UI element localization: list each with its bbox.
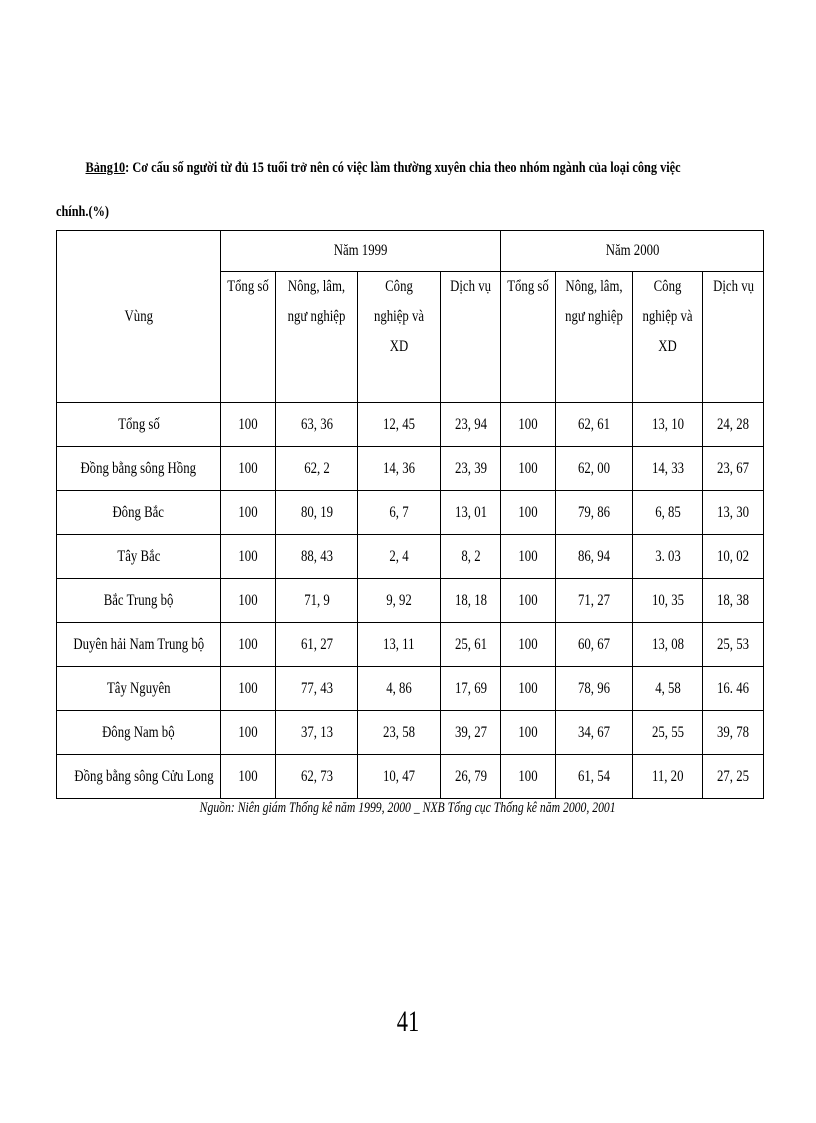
value-cell: 78, 96 bbox=[556, 667, 633, 711]
value-cell: 37, 13 bbox=[276, 711, 358, 755]
employment-structure-table bbox=[56, 230, 764, 799]
value-cell: 86, 94 bbox=[556, 535, 633, 579]
value-cell: 100 bbox=[221, 535, 276, 579]
value-cell: 23, 94 bbox=[441, 403, 501, 447]
value-cell: 100 bbox=[221, 711, 276, 755]
value-cell: 100 bbox=[501, 667, 556, 711]
value-cell: 18, 38 bbox=[703, 579, 764, 623]
value-cell: 23, 39 bbox=[441, 447, 501, 491]
region-header: Vùng bbox=[57, 231, 221, 403]
table-row bbox=[57, 667, 764, 711]
region-cell: Tổng số bbox=[57, 403, 221, 447]
table-row bbox=[57, 623, 764, 667]
value-cell: 79, 86 bbox=[556, 491, 633, 535]
table-row bbox=[57, 447, 764, 491]
year-header-2000: Năm 2000 bbox=[501, 231, 764, 272]
value-cell: 6, 7 bbox=[358, 491, 441, 535]
table-row bbox=[57, 711, 764, 755]
value-cell: 24, 28 bbox=[703, 403, 764, 447]
value-cell: 100 bbox=[501, 579, 556, 623]
value-cell: 100 bbox=[501, 535, 556, 579]
subheader-1999-services: Dịch vụ bbox=[441, 272, 501, 403]
value-cell: 13, 30 bbox=[703, 491, 764, 535]
value-cell: 100 bbox=[501, 403, 556, 447]
value-cell: 100 bbox=[221, 579, 276, 623]
table-row bbox=[57, 491, 764, 535]
value-cell: 62, 00 bbox=[556, 447, 633, 491]
subheader-1999-agri: Nông, lâm, ngư nghiệp bbox=[276, 272, 358, 403]
value-cell: 13, 11 bbox=[358, 623, 441, 667]
year-header-1999: Năm 1999 bbox=[221, 231, 501, 272]
subheader-1999-total: Tổng số bbox=[221, 272, 276, 403]
value-cell: 9, 92 bbox=[358, 579, 441, 623]
value-cell: 62, 73 bbox=[276, 755, 358, 799]
value-cell: 71, 27 bbox=[556, 579, 633, 623]
region-cell: Đông Nam bộ bbox=[57, 711, 221, 755]
region-cell: Tây Bắc bbox=[57, 535, 221, 579]
value-cell: 6, 85 bbox=[633, 491, 703, 535]
value-cell: 27, 25 bbox=[703, 755, 764, 799]
value-cell: 3. 03 bbox=[633, 535, 703, 579]
value-cell: 100 bbox=[501, 755, 556, 799]
value-cell: 100 bbox=[221, 403, 276, 447]
value-cell: 34, 67 bbox=[556, 711, 633, 755]
table-row bbox=[57, 755, 764, 799]
value-cell: 10, 02 bbox=[703, 535, 764, 579]
page-number: 41 bbox=[396, 1005, 420, 1038]
value-cell: 25, 61 bbox=[441, 623, 501, 667]
value-cell: 61, 54 bbox=[556, 755, 633, 799]
subheader-1999-industry: Công nghiệp và XD bbox=[358, 272, 441, 403]
value-cell: 77, 43 bbox=[276, 667, 358, 711]
value-cell: 23, 58 bbox=[358, 711, 441, 755]
value-cell: 100 bbox=[221, 755, 276, 799]
value-cell: 16. 46 bbox=[703, 667, 764, 711]
value-cell: 62, 2 bbox=[276, 447, 358, 491]
value-cell: 100 bbox=[501, 623, 556, 667]
value-cell: 100 bbox=[501, 711, 556, 755]
value-cell: 63, 36 bbox=[276, 403, 358, 447]
region-cell: Tây Nguyên bbox=[57, 667, 221, 711]
value-cell: 4, 86 bbox=[358, 667, 441, 711]
subheader-2000-agri: Nông, lâm, ngư nghiệp bbox=[556, 272, 633, 403]
year-header-row bbox=[57, 231, 764, 272]
value-cell: 71, 9 bbox=[276, 579, 358, 623]
value-cell: 100 bbox=[221, 447, 276, 491]
region-cell: Đông Bắc bbox=[57, 491, 221, 535]
subheader-2000-services: Dịch vụ bbox=[703, 272, 764, 403]
value-cell: 100 bbox=[501, 491, 556, 535]
region-cell: Đồng bằng sông Cửu Long bbox=[57, 755, 221, 799]
value-cell: 100 bbox=[221, 491, 276, 535]
value-cell: 62, 61 bbox=[556, 403, 633, 447]
value-cell: 2, 4 bbox=[358, 535, 441, 579]
table-row bbox=[57, 403, 764, 447]
value-cell: 13, 01 bbox=[441, 491, 501, 535]
table-row bbox=[57, 535, 764, 579]
value-cell: 14, 33 bbox=[633, 447, 703, 491]
value-cell: 14, 36 bbox=[358, 447, 441, 491]
value-cell: 13, 10 bbox=[633, 403, 703, 447]
value-cell: 39, 27 bbox=[441, 711, 501, 755]
value-cell: 4, 58 bbox=[633, 667, 703, 711]
region-cell: Duyên hải Nam Trung bộ bbox=[57, 623, 221, 667]
value-cell: 17, 69 bbox=[441, 667, 501, 711]
caption-label: Bảng10 bbox=[85, 160, 126, 176]
value-cell: 100 bbox=[221, 667, 276, 711]
caption-text-line2: chính.(%) bbox=[56, 204, 109, 220]
value-cell: 8, 2 bbox=[441, 535, 501, 579]
value-cell: 11, 20 bbox=[633, 755, 703, 799]
region-cell: Đồng bằng sông Hồng bbox=[57, 447, 221, 491]
table-row bbox=[57, 579, 764, 623]
subheader-2000-total: Tổng số bbox=[501, 272, 556, 403]
value-cell: 12, 45 bbox=[358, 403, 441, 447]
source-note: Nguồn: Niên giám Thống kê năm 1999, 2000 _ NXB Tổng cục Thống kê năm 2000, 2001 bbox=[200, 800, 616, 816]
value-cell: 88, 43 bbox=[276, 535, 358, 579]
region-cell: Bắc Trung bộ bbox=[57, 579, 221, 623]
value-cell: 26, 79 bbox=[441, 755, 501, 799]
value-cell: 10, 35 bbox=[633, 579, 703, 623]
value-cell: 100 bbox=[501, 447, 556, 491]
value-cell: 39, 78 bbox=[703, 711, 764, 755]
value-cell: 100 bbox=[221, 623, 276, 667]
value-cell: 61, 27 bbox=[276, 623, 358, 667]
caption-text-line1: : Cơ cấu số người từ đủ 15 tuổi trở nên có việc làm thường xuyên chia theo nhóm ngành của loại công việc bbox=[125, 160, 681, 176]
value-cell: 10, 47 bbox=[358, 755, 441, 799]
value-cell: 25, 55 bbox=[633, 711, 703, 755]
value-cell: 18, 18 bbox=[441, 579, 501, 623]
value-cell: 13, 08 bbox=[633, 623, 703, 667]
value-cell: 25, 53 bbox=[703, 623, 764, 667]
value-cell: 60, 67 bbox=[556, 623, 633, 667]
value-cell: 80, 19 bbox=[276, 491, 358, 535]
subheader-2000-industry: Công nghiệp và XD bbox=[633, 272, 703, 403]
table-caption bbox=[56, 146, 766, 234]
value-cell: 23, 67 bbox=[703, 447, 764, 491]
